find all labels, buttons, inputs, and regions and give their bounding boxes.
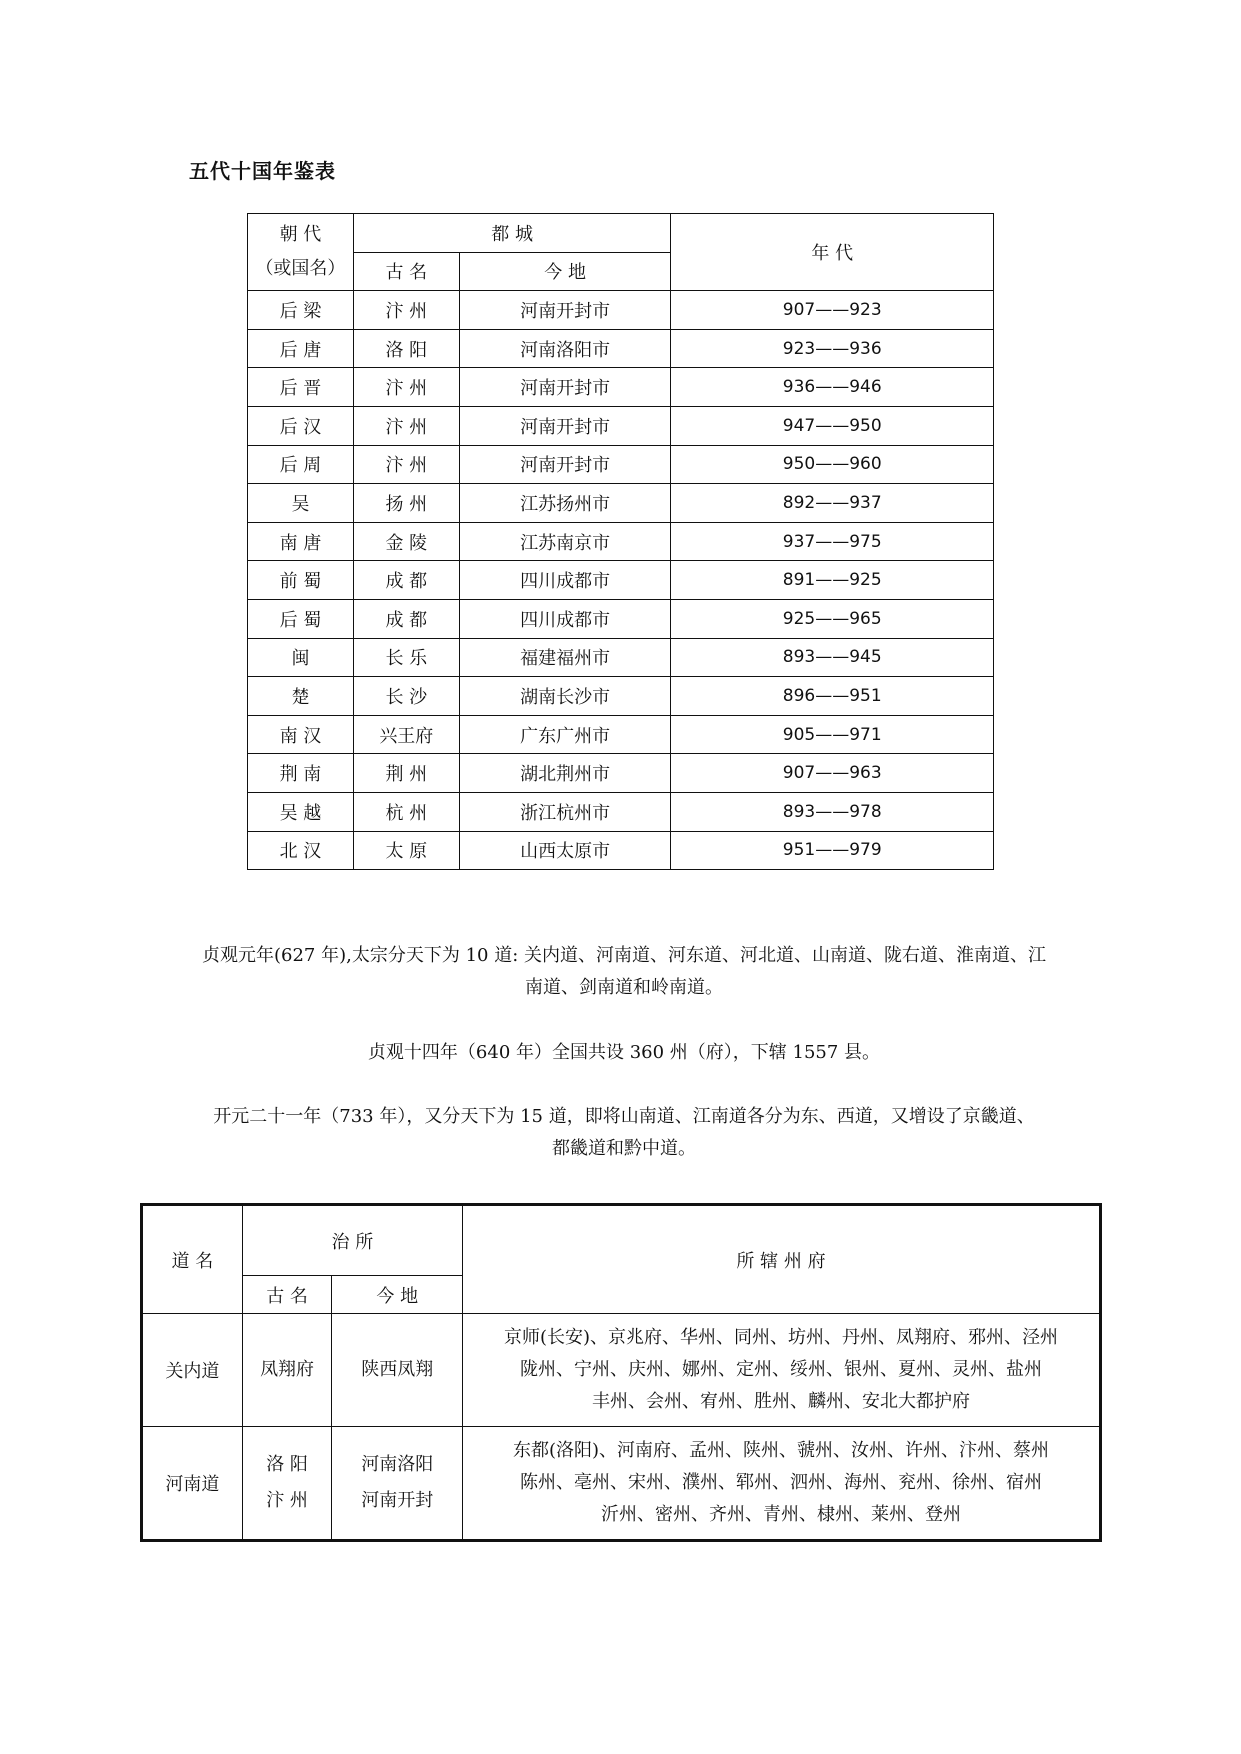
header-circuit: 道 名 bbox=[142, 1205, 243, 1314]
cell-dynasty: 荆 南 bbox=[248, 754, 354, 793]
cell-dynasty: 后 周 bbox=[248, 445, 354, 484]
cell-modern-place: 河南开封市 bbox=[459, 406, 671, 445]
five-dynasties-table bbox=[247, 213, 994, 870]
cell-modern-place: 四川成都市 bbox=[459, 599, 671, 638]
cell-dynasty: 楚 bbox=[248, 677, 354, 716]
cell-modern-place: 陕西凤翔 bbox=[332, 1314, 463, 1427]
cell-ancient-name: 兴王府 bbox=[353, 715, 459, 754]
table-row bbox=[248, 291, 994, 330]
cell-ancient-name: 成 都 bbox=[353, 599, 459, 638]
cell-dynasty: 后 唐 bbox=[248, 329, 354, 368]
cell-ancient-name: 太 原 bbox=[353, 831, 459, 870]
cell-areas: 京师(长安)、京兆府、华州、同州、坊州、丹州、凤翔府、邪州、泾州 陇州、宁州、庆州、娜州、定州、绥州、银州、夏州、灵州、盐州 丰州、会州、宥州、胜州、麟州、安北大都护府 bbox=[463, 1314, 1101, 1427]
cell-modern-place: 河南开封市 bbox=[459, 368, 671, 407]
cell-modern-place: 福建福州市 bbox=[459, 638, 671, 677]
table-row bbox=[248, 715, 994, 754]
cell-modern-place: 湖南长沙市 bbox=[459, 677, 671, 716]
cell-years: 893——945 bbox=[671, 638, 994, 677]
paragraph-zhenguan-fourteen: 贞观十四年（640 年）全国共设 360 州（府），下辖 1557 县。 bbox=[367, 1042, 881, 1063]
cell-ancient-name: 汴 州 bbox=[353, 291, 459, 330]
cell-years: 907——963 bbox=[671, 754, 994, 793]
cell-ancient-name: 长 沙 bbox=[353, 677, 459, 716]
cell-years: 892——937 bbox=[671, 484, 994, 523]
cell-years: 937——975 bbox=[671, 522, 994, 561]
cell-dynasty: 南 唐 bbox=[248, 522, 354, 561]
cell-dynasty: 后 蜀 bbox=[248, 599, 354, 638]
cell-modern-place: 江苏扬州市 bbox=[459, 484, 671, 523]
cell-dynasty: 北 汉 bbox=[248, 831, 354, 870]
cell-years: 936——946 bbox=[671, 368, 994, 407]
cell-dynasty: 吴 bbox=[248, 484, 354, 523]
header-ancient-name: 古 名 bbox=[242, 1276, 332, 1314]
cell-ancient-name: 洛 阳 汴 州 bbox=[242, 1427, 332, 1541]
cell-years: 891——925 bbox=[671, 561, 994, 600]
cell-years: 950——960 bbox=[671, 445, 994, 484]
cell-ancient-name: 扬 州 bbox=[353, 484, 459, 523]
cell-ancient-name: 杭 州 bbox=[353, 792, 459, 831]
cell-modern-place: 河南洛阳市 bbox=[459, 329, 671, 368]
cell-years: 896——951 bbox=[671, 677, 994, 716]
table-row bbox=[248, 522, 994, 561]
paragraph-zhenguan-ten-circuits: 贞观元年(627 年),太宗分天下为 10 道: 关内道、河南道、河东道、河北道、山南道、陇右道、淮南道、江 南道、剑南道和岭南道。 bbox=[202, 945, 1046, 998]
table-row bbox=[248, 329, 994, 368]
header-areas: 所 辖 州 府 bbox=[463, 1205, 1101, 1314]
table-row bbox=[248, 484, 994, 523]
cell-ancient-name: 汴 州 bbox=[353, 368, 459, 407]
header-years: 年 代 bbox=[671, 214, 994, 291]
table-row bbox=[248, 406, 994, 445]
table-row bbox=[248, 638, 994, 677]
cell-ancient-name: 成 都 bbox=[353, 561, 459, 600]
table-row bbox=[142, 1314, 1101, 1427]
cell-years: 905——971 bbox=[671, 715, 994, 754]
cell-modern-place: 四川成都市 bbox=[459, 561, 671, 600]
cell-circuit: 河南道 bbox=[142, 1427, 243, 1541]
cell-years: 925——965 bbox=[671, 599, 994, 638]
cell-ancient-name: 洛 阳 bbox=[353, 329, 459, 368]
cell-dynasty: 南 汉 bbox=[248, 715, 354, 754]
cell-ancient-name: 汴 州 bbox=[353, 445, 459, 484]
cell-circuit: 关内道 bbox=[142, 1314, 243, 1427]
header-modern-place: 今 地 bbox=[332, 1276, 463, 1314]
cell-areas: 东都(洛阳)、河南府、孟州、陕州、虢州、汝州、许州、汴州、蔡州 陈州、亳州、宋州、濮州、郓州、泗州、海州、兖州、徐州、宿州 沂州、密州、齐州、青州、棣州、莱州、登州 bbox=[463, 1427, 1101, 1541]
cell-years: 923——936 bbox=[671, 329, 994, 368]
header-ancient-name: 古 名 bbox=[353, 252, 459, 291]
table-row bbox=[248, 368, 994, 407]
table-row bbox=[248, 754, 994, 793]
cell-years: 893——978 bbox=[671, 792, 994, 831]
table-row bbox=[248, 831, 994, 870]
cell-ancient-name: 金 陵 bbox=[353, 522, 459, 561]
cell-years: 907——923 bbox=[671, 291, 994, 330]
page-title: 五代十国年鉴表 bbox=[189, 159, 336, 183]
cell-years: 947——950 bbox=[671, 406, 994, 445]
cell-modern-place: 广东广州市 bbox=[459, 715, 671, 754]
header-dynasty: 朝 代 （或国名） bbox=[248, 214, 354, 291]
cell-modern-place: 河南开封市 bbox=[459, 291, 671, 330]
cell-ancient-name: 汴 州 bbox=[353, 406, 459, 445]
cell-dynasty: 闽 bbox=[248, 638, 354, 677]
cell-modern-place: 浙江杭州市 bbox=[459, 792, 671, 831]
cell-dynasty: 后 汉 bbox=[248, 406, 354, 445]
cell-modern-place: 山西太原市 bbox=[459, 831, 671, 870]
cell-ancient-name: 长 乐 bbox=[353, 638, 459, 677]
table-row bbox=[248, 599, 994, 638]
table-row bbox=[248, 677, 994, 716]
header-modern-place: 今 地 bbox=[459, 252, 671, 291]
header-seat: 治 所 bbox=[242, 1205, 462, 1276]
cell-years: 951——979 bbox=[671, 831, 994, 870]
cell-dynasty: 后 晋 bbox=[248, 368, 354, 407]
paragraph-kaiyuan-fifteen-circuits: 开元二十一年（733 年），又分天下为 15 道，即将山南道、江南道各分为东、西道，又增设了京畿道、 都畿道和黔中道。 bbox=[213, 1106, 1035, 1159]
cell-dynasty: 后 梁 bbox=[248, 291, 354, 330]
table-row bbox=[248, 561, 994, 600]
header-capital: 都 城 bbox=[353, 214, 671, 253]
cell-dynasty: 吴 越 bbox=[248, 792, 354, 831]
cell-modern-place: 河南洛阳 河南开封 bbox=[332, 1427, 463, 1541]
cell-modern-place: 河南开封市 bbox=[459, 445, 671, 484]
table-row bbox=[142, 1427, 1101, 1541]
cell-modern-place: 江苏南京市 bbox=[459, 522, 671, 561]
tang-circuits-table bbox=[140, 1203, 1102, 1542]
cell-ancient-name: 荆 州 bbox=[353, 754, 459, 793]
table-row bbox=[248, 445, 994, 484]
cell-ancient-name: 凤翔府 bbox=[242, 1314, 332, 1427]
cell-dynasty: 前 蜀 bbox=[248, 561, 354, 600]
cell-modern-place: 湖北荆州市 bbox=[459, 754, 671, 793]
table-row bbox=[248, 792, 994, 831]
